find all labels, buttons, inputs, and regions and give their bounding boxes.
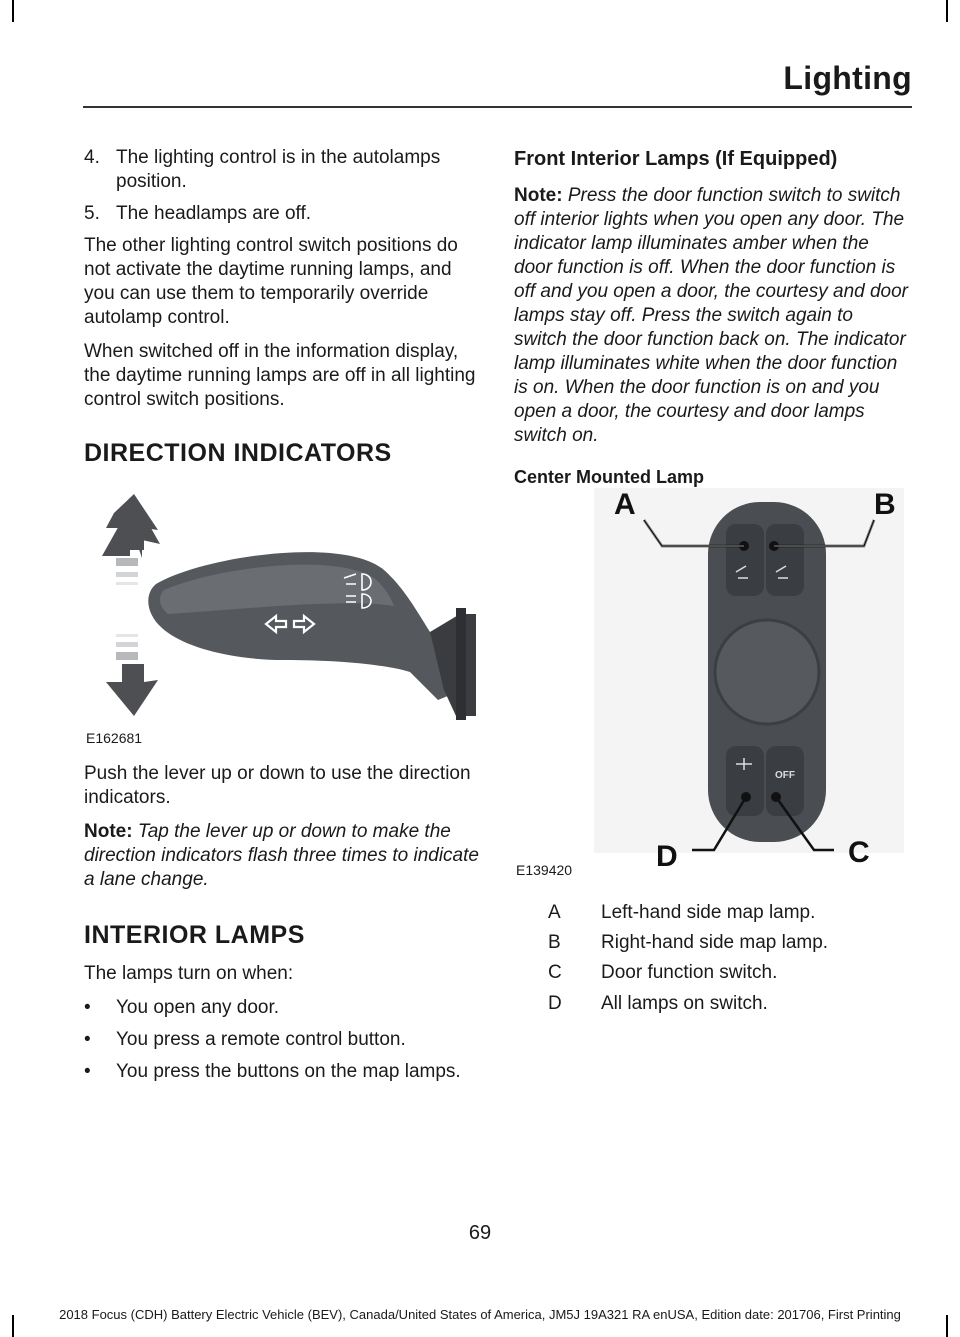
list-text: The lighting control is in the autolamps position. bbox=[116, 147, 441, 192]
list-item bbox=[84, 146, 479, 194]
legend-key: A bbox=[548, 902, 561, 923]
legend-description: Door function switch. bbox=[601, 962, 778, 983]
legend-description: Left-hand side map lamp. bbox=[601, 902, 816, 923]
list-number: 5. bbox=[84, 203, 100, 224]
legend-row bbox=[548, 962, 777, 984]
indicator-lever-illustration bbox=[84, 478, 479, 750]
paragraph-override: The other lighting control switch positions do not activate the daytime running lamps, and you can use them to temporarily override autolamp control. bbox=[84, 235, 458, 328]
paragraph-direction-use: Push the lever up or down to use the direction indicators. bbox=[84, 763, 471, 808]
header-rule bbox=[83, 106, 912, 108]
bullet-text: You open any door. bbox=[116, 997, 280, 1018]
note-text: Tap the lever up or down to make the direction indicators flash three times to indicate a lane change. bbox=[84, 821, 479, 890]
page-number: 69 bbox=[468, 1222, 492, 1244]
legend-key: D bbox=[548, 993, 562, 1014]
note-front-interior bbox=[514, 184, 909, 448]
legend-key: C bbox=[548, 962, 562, 983]
map-lamp-right-button bbox=[766, 524, 804, 596]
footer-text: 2018 Focus (CDH) Battery Electric Vehicle (BEV), Canada/United States of America, JM5J 19A321 RA enUSA, Edition date: 201706, First Printing bbox=[59, 1307, 901, 1322]
callout-b: B bbox=[874, 488, 896, 521]
figure-indicator-lever bbox=[84, 478, 479, 750]
note-direction bbox=[84, 820, 479, 892]
left-column bbox=[84, 146, 479, 1092]
heading-interior-lamps: INTERIOR LAMPS bbox=[84, 921, 305, 949]
figure-center-lamp bbox=[514, 474, 909, 884]
bullet: • bbox=[84, 997, 91, 1018]
legend-description: Right-hand side map lamp. bbox=[601, 932, 829, 953]
page-title: Lighting bbox=[783, 60, 912, 96]
list-item bbox=[84, 1060, 479, 1084]
bullet: • bbox=[84, 1061, 91, 1082]
figure-code: E139420 bbox=[516, 862, 573, 878]
arrow-down-icon bbox=[106, 664, 158, 716]
center-lamp-illustration bbox=[514, 474, 909, 884]
right-column bbox=[514, 146, 909, 488]
door-function-button bbox=[766, 746, 804, 816]
heading-direction-indicators: DIRECTION INDICATORS bbox=[84, 439, 392, 467]
callout-c: C bbox=[848, 836, 870, 869]
bullet-text: You press the buttons on the map lamps. bbox=[116, 1061, 461, 1082]
crop-mark bbox=[12, 0, 14, 22]
bullet-text: You press a remote control button. bbox=[116, 1029, 406, 1050]
note-label: Note: bbox=[84, 821, 133, 842]
paragraph-interior-intro: The lamps turn on when: bbox=[84, 963, 294, 984]
note-text: Press the door function switch to switch off interior lights when you open any door. The indicator lamp illuminates amber when the door function is off. When the door function is off and you open a door, the courtesy and door lamps stay off. Press the switch again to switch the door function back on. The indicator lamp illuminates white when the door function is on. When the door function is on and you open a door, the courtesy and door lamps switch on. bbox=[514, 185, 909, 446]
callout-a: A bbox=[614, 488, 636, 521]
list-item bbox=[84, 202, 479, 226]
legend-key: B bbox=[548, 932, 561, 953]
legend-description: All lamps on switch. bbox=[601, 993, 768, 1014]
off-label: OFF bbox=[775, 770, 795, 781]
all-lamps-button bbox=[726, 746, 764, 816]
lamp-lens bbox=[715, 620, 819, 724]
heading-front-interior-lamps: Front Interior Lamps (If Equipped) bbox=[514, 148, 838, 170]
list-item bbox=[84, 996, 479, 1020]
map-lamp-left-button bbox=[726, 524, 764, 596]
crop-mark bbox=[946, 0, 948, 22]
legend-row bbox=[548, 902, 815, 924]
note-label: Note: bbox=[514, 185, 563, 206]
legend-row bbox=[548, 993, 768, 1015]
heading-center-mounted-lamp: Center Mounted Lamp bbox=[514, 467, 705, 487]
legend-row bbox=[548, 932, 828, 954]
bullet: • bbox=[84, 1029, 91, 1050]
list-item bbox=[84, 1028, 479, 1052]
paragraph-information-display: When switched off in the information display, the daytime running lamps are off in all lighting control switch positions. bbox=[84, 341, 476, 410]
figure-code: E162681 bbox=[86, 730, 143, 746]
callout-d: D bbox=[656, 840, 678, 873]
list-text: The headlamps are off. bbox=[116, 203, 312, 224]
list-number: 4. bbox=[84, 147, 100, 168]
